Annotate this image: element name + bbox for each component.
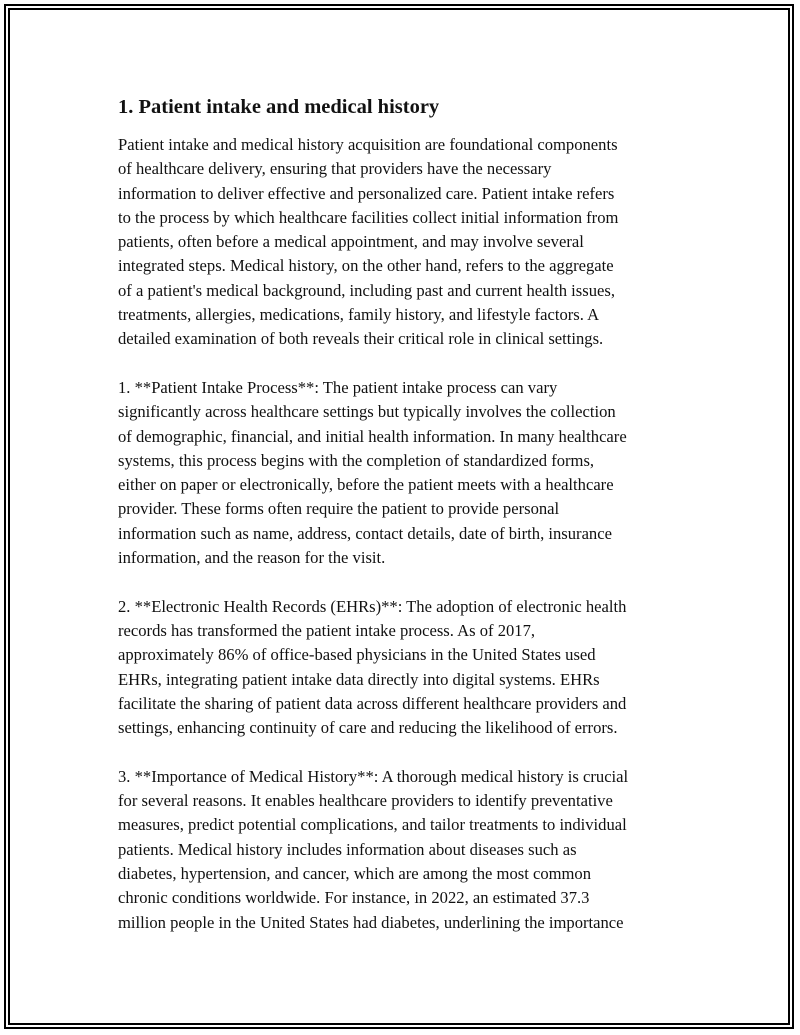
paragraph-line: 3. **Importance of Medical History**: A thorough medical history is crucial xyxy=(118,766,629,786)
paragraph-line: EHRs, integrating patient intake data directly into digital systems. EHRs xyxy=(118,669,600,689)
paragraph-intro xyxy=(118,133,698,352)
paragraph-line: detailed examination of both reveals their critical role in clinical settings. xyxy=(118,329,604,349)
paragraph-line: 2. **Electronic Health Records (EHRs)**: The adoption of electronic health xyxy=(118,596,627,616)
paragraph-line: provider. These forms often require the patient to provide personal xyxy=(118,499,560,519)
paragraph-line: 1. **Patient Intake Process**: The patient intake process can vary xyxy=(118,377,558,397)
paragraph-line: facilitate the sharing of patient data across different healthcare providers and xyxy=(118,693,627,713)
paragraph-line: of a patient's medical background, including past and current health issues, xyxy=(118,280,615,300)
paragraph-line: Patient intake and medical history acquisition are foundational components xyxy=(118,135,618,154)
paragraph-line: chronic conditions worldwide. For instance, in 2022, an estimated 37.3 xyxy=(118,888,590,908)
paragraph-line: information to deliver effective and personalized care. Patient intake refers xyxy=(118,183,615,203)
paragraph-line: to the process by which healthcare facilities collect initial information from xyxy=(118,207,619,227)
paragraph-line: for several reasons. It enables healthcare providers to identify preventative xyxy=(118,791,613,811)
paragraph-line: integrated steps. Medical history, on the other hand, refers to the aggregate xyxy=(118,256,614,276)
paragraph-line: of demographic, financial, and initial health information. In many healthcare xyxy=(118,426,627,446)
paragraph-line: treatments, allergies, medications, family history, and lifestyle factors. A xyxy=(118,305,600,325)
paragraph-line: patients. Medical history includes information about diseases such as xyxy=(118,839,577,859)
document-page xyxy=(118,93,698,959)
paragraph-patient-intake-process xyxy=(118,376,698,570)
paragraph-line: diabetes, hypertension, and cancer, which are among the most common xyxy=(118,863,592,883)
paragraph-line: records has transformed the patient intake process. As of 2017, xyxy=(118,620,536,640)
paragraph-line: measures, predict potential complications, and tailor treatments to individual xyxy=(118,815,627,835)
paragraph-line: approximately 86% of office-based physicians in the United States used xyxy=(118,645,596,665)
paragraph-line: million people in the United States had diabetes, underlining the importance xyxy=(118,912,624,932)
paragraph-electronic-health-records xyxy=(118,595,698,741)
paragraph-line: information such as name, address, contact details, date of birth, insurance xyxy=(118,523,612,543)
paragraph-line: settings, enhancing continuity of care and reducing the likelihood of errors. xyxy=(118,718,618,738)
paragraph-line: of healthcare delivery, ensuring that providers have the necessary xyxy=(118,159,552,179)
paragraph-line: significantly across healthcare settings but typically involves the collection xyxy=(118,402,616,422)
paragraph-line: patients, often before a medical appointment, and may involve several xyxy=(118,232,584,252)
section-title: 1. Patient intake and medical history xyxy=(118,96,440,118)
paragraph-line: either on paper or electronically, before the patient meets with a healthcare xyxy=(118,475,614,495)
paragraph-importance-of-medical-history xyxy=(118,765,698,935)
paragraph-line: information, and the reason for the visit. xyxy=(118,548,386,568)
paragraph-line: systems, this process begins with the completion of standardized forms, xyxy=(118,450,595,470)
